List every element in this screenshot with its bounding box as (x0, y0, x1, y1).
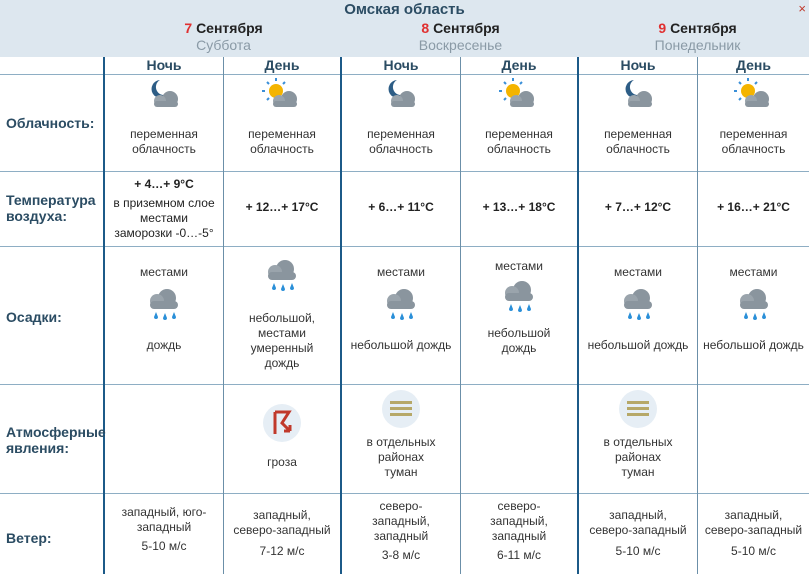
rain-cloud-icon (145, 286, 183, 322)
cloudiness-cell (105, 77, 223, 157)
temperature-note: в приземном слое (113, 196, 215, 210)
divider (0, 384, 809, 385)
wind-direction: западный (373, 529, 429, 543)
period-night: Ночь (383, 57, 419, 73)
wind-speed: 5-10 м/с (615, 544, 661, 558)
row-label-line: Атмосферные (6, 424, 106, 440)
fog-icon (381, 389, 421, 429)
precipitation-text: небольшой, (248, 311, 316, 325)
precipitation-text: небольшой дождь (587, 338, 689, 352)
period-day: День (736, 57, 771, 73)
divider (0, 74, 809, 75)
cloudiness-text: переменная (719, 127, 788, 141)
cloudiness-text: переменная (604, 127, 672, 141)
moon-cloud-icon (618, 77, 658, 111)
moon-cloud-icon (144, 77, 184, 111)
wind-direction: западный, (724, 508, 783, 522)
wind-direction: западный, (253, 508, 311, 522)
rain-cloud-icon (382, 286, 420, 322)
wind-direction: западный, (490, 514, 548, 528)
wind-speed: 7-12 м/с (259, 544, 305, 558)
row-label-phenomena (6, 424, 106, 456)
cloudiness-text: облачность (487, 142, 551, 156)
day-header-3 (579, 20, 809, 54)
cloudiness-text: облачность (369, 142, 433, 156)
wind-direction: северо-западный (589, 523, 687, 537)
temperature-note: заморозки -0…-5° (114, 226, 214, 240)
precipitation-cell (698, 265, 809, 353)
wind-direction: северо-западный (704, 523, 803, 537)
rain-cloud-icon (500, 278, 538, 314)
wind-direction: северо-западный (233, 523, 331, 537)
phenomena-text: в отдельных (603, 435, 673, 449)
temperature-cell: + 6…+ 11°С (368, 200, 434, 214)
precipitation-cell (579, 265, 697, 353)
wind-speed: 3-8 м/с (381, 548, 421, 562)
day-weekday: Воскресенье (418, 37, 503, 53)
row-label-line: воздуха: (6, 208, 67, 224)
wind-direction: западный, юго- (121, 505, 207, 519)
phenomena-cell (579, 389, 697, 480)
precipitation-text: небольшой (487, 326, 551, 340)
wind-direction: западный, (609, 508, 667, 522)
temperature-cell: + 16…+ 21°С (717, 200, 790, 214)
sun-cloud-icon (261, 77, 303, 111)
precipitation-text: небольшой дождь (350, 338, 452, 352)
row-label-precipitation: Осадки: (6, 309, 62, 325)
sun-cloud-icon (733, 77, 775, 111)
day-header-1 (105, 20, 342, 54)
precipitation-text: местами (140, 265, 188, 279)
phenomena-cell (224, 403, 340, 470)
precipitation-cell (105, 265, 223, 353)
precipitation-cell (461, 259, 577, 356)
phenomena-text: в отдельных (366, 435, 436, 449)
wind-direction: северо- (379, 499, 423, 513)
cloudiness-cell (579, 77, 697, 157)
precipitation-text: дождь (146, 338, 182, 352)
rain-cloud-icon (619, 286, 657, 322)
phenomena-text: туман (384, 465, 418, 479)
wind-cell (105, 505, 223, 554)
cloudiness-text: облачность (250, 142, 314, 156)
day-month: Сентября (433, 20, 500, 36)
row-label-line: Температура (6, 192, 96, 208)
wind-cell (461, 499, 577, 563)
rain-cloud-icon (263, 257, 301, 293)
close-icon[interactable]: × (798, 1, 806, 16)
row-label-line: явления: (6, 440, 69, 456)
period-night: Ночь (146, 57, 182, 73)
precipitation-text: умеренный (250, 341, 314, 355)
divider (0, 171, 809, 172)
wind-speed: 6-11 м/с (496, 548, 542, 562)
cloudiness-cell (224, 77, 340, 157)
precipitation-text: местами (614, 265, 662, 279)
row-label-wind: Ветер: (6, 530, 52, 546)
cloudiness-text: переменная (130, 127, 198, 141)
day-weekday: Суббота (196, 37, 251, 53)
forecast-grid (0, 57, 809, 574)
temperature-value: + 4…+ 9°С (134, 177, 194, 191)
region-title: Омская область (344, 1, 465, 18)
fog-icon (618, 389, 658, 429)
sun-cloud-icon (498, 77, 540, 111)
row-label-cloudiness: Облачность: (6, 115, 95, 131)
phenomena-text: районах (377, 450, 425, 464)
wind-speed: 5-10 м/с (731, 544, 776, 558)
wind-cell (698, 508, 809, 559)
precipitation-text: дождь (264, 356, 300, 370)
cloudiness-cell (698, 77, 809, 157)
cloudiness-cell (461, 77, 577, 157)
period-day: День (264, 57, 300, 73)
day-number: 7 (184, 20, 193, 36)
divider (0, 246, 809, 247)
temperature-cell: + 13…+ 18°С (482, 200, 556, 214)
day-weekday: Понедельник (654, 37, 741, 53)
wind-cell (342, 499, 460, 563)
wind-direction: западный, (372, 514, 430, 528)
day-number: 8 (421, 20, 430, 36)
phenomena-text: районах (614, 450, 662, 464)
day-header-2 (342, 20, 579, 54)
cloudiness-text: облачность (606, 142, 670, 156)
precipitation-cell (224, 257, 340, 371)
precipitation-text: местами (377, 265, 425, 279)
precipitation-text: местами (729, 265, 778, 279)
divider (0, 493, 809, 494)
precipitation-cell (342, 265, 460, 353)
day-number: 9 (658, 20, 667, 36)
row-label-temperature (6, 192, 96, 224)
cloudiness-cell (342, 77, 460, 157)
phenomena-text: гроза (267, 455, 297, 469)
cloudiness-text: переменная (485, 127, 553, 141)
temperature-cell: + 12…+ 17°С (245, 200, 319, 214)
temperature-note: местами (140, 211, 188, 225)
day-month: Сентября (670, 20, 737, 36)
day-month: Сентября (196, 20, 263, 36)
cloudiness-text: облачность (132, 142, 196, 156)
wind-direction: западный (491, 529, 547, 543)
wind-direction: северо- (497, 499, 541, 513)
moon-cloud-icon (381, 77, 421, 111)
wind-cell (224, 508, 340, 559)
thunderstorm-icon (262, 403, 302, 443)
temperature-cell: + 7…+ 12°С (604, 200, 672, 214)
cloudiness-text: переменная (248, 127, 316, 141)
wind-speed: 5-10 м/с (141, 539, 187, 553)
temperature-cell (105, 177, 223, 241)
rain-cloud-icon (735, 286, 773, 322)
period-night: Ночь (620, 57, 656, 73)
wind-cell (579, 508, 697, 559)
phenomena-cell (342, 389, 460, 480)
precipitation-text: дождь (501, 341, 537, 355)
precipitation-text: местами (258, 326, 306, 340)
cloudiness-text: облачность (721, 142, 786, 156)
wind-direction: западный (136, 520, 192, 534)
precipitation-text: местами (495, 259, 543, 273)
precipitation-text: небольшой дождь (703, 338, 804, 352)
period-day: День (501, 57, 537, 73)
phenomena-text: туман (621, 465, 655, 479)
cloudiness-text: переменная (367, 127, 435, 141)
